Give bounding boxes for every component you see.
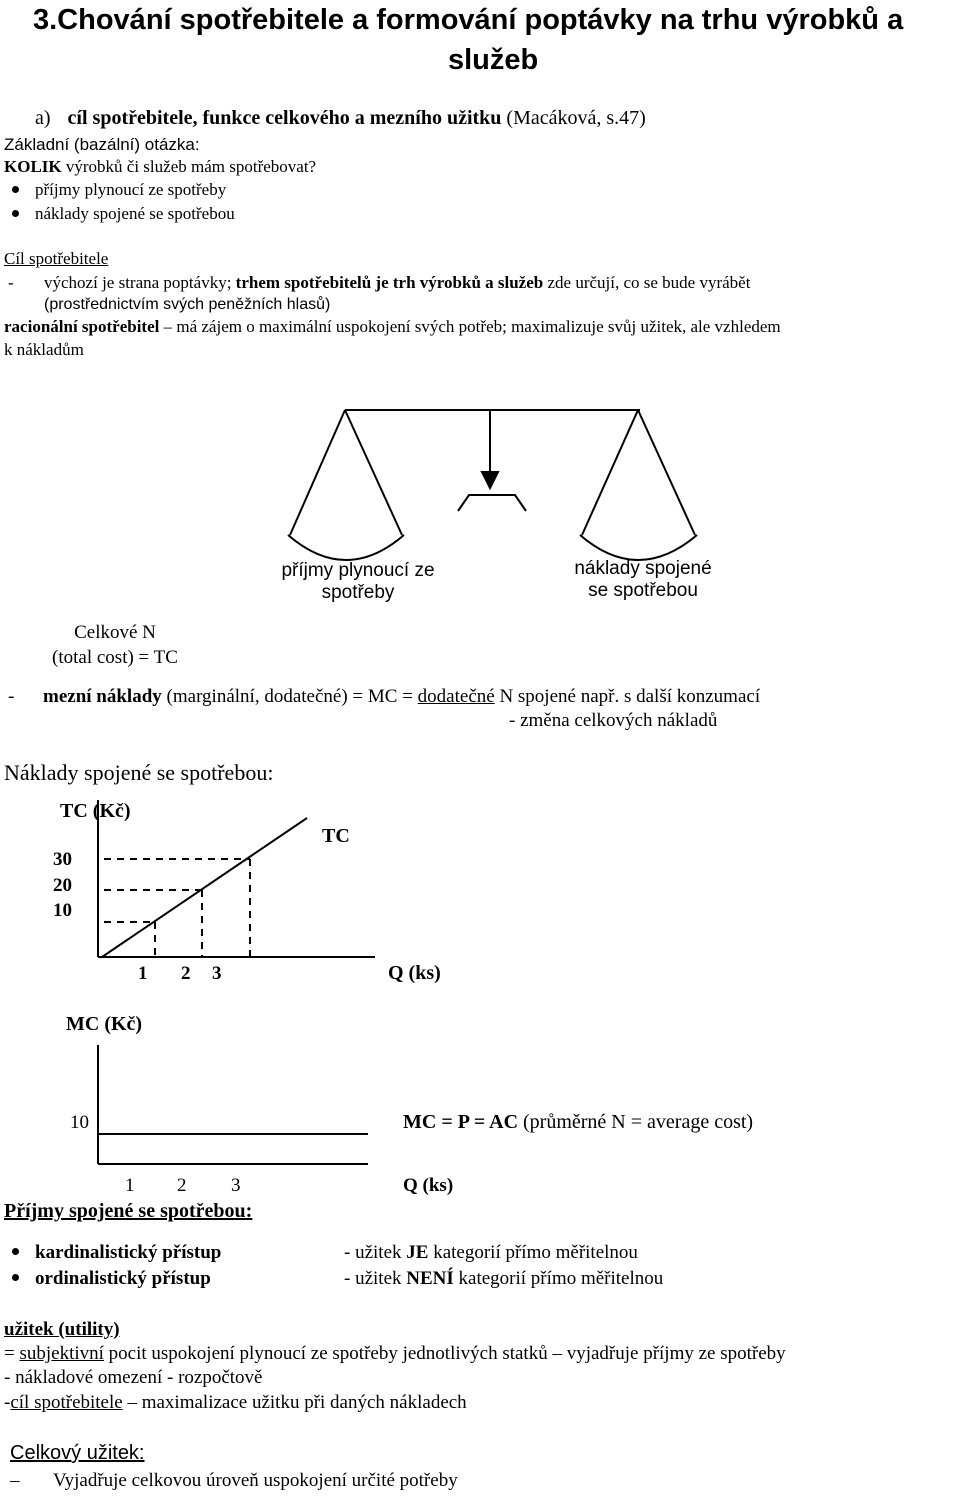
basic-question-label: Základní (bazální) otázka: bbox=[4, 135, 200, 154]
mc-x-tick: 2 bbox=[177, 1175, 187, 1196]
mc-x-tick: 1 bbox=[125, 1175, 135, 1196]
bullet-icon bbox=[12, 1248, 19, 1255]
marginal-cost-dash: - bbox=[8, 686, 15, 707]
consumer-goal-line1: výchozí je strana poptávky; trhem spotřebitelů je trh výrobků a služeb zde určují, co se bude vyrábět bbox=[44, 273, 751, 292]
section-a-reference: (Macáková, s.47) bbox=[506, 107, 646, 129]
total-utility-dash: – bbox=[10, 1470, 20, 1491]
mc-y-label: MC (Kč) bbox=[66, 1013, 143, 1035]
tc-line bbox=[102, 818, 307, 957]
costs-heading: Náklady spojené se spotřebou: bbox=[4, 760, 274, 785]
mc-x-tick: 3 bbox=[231, 1175, 241, 1196]
section-a-label: a) bbox=[35, 107, 51, 129]
marginal-cost-line: mezní náklady (marginální, dodatečné) = MC = dodatečné N spojené např. s další konzumací bbox=[43, 686, 761, 707]
utility-line3: -cíl spotřebitele – maximalizace užitku při daných nákladech bbox=[4, 1392, 467, 1413]
bullet-item: náklady spojené se spotřebou bbox=[12, 204, 235, 224]
utility-heading: užitek (utility) bbox=[4, 1319, 120, 1340]
page-title: 3.Chování spotřebitele a formování poptávky na trhu výrobků a bbox=[33, 4, 904, 36]
total-cost-label: Celkové N (total cost) = TC bbox=[52, 622, 178, 668]
tc-x-tick: 3 bbox=[212, 963, 222, 984]
mc-y-value: 10 bbox=[70, 1112, 89, 1133]
rational-consumer: racionální spotřebitel – má zájem o maximální uspokojení svých potřeb; maximalizuje svůj užitek, ale vzhledem bbox=[4, 317, 781, 336]
income-item: kardinalistický přístup bbox=[12, 1242, 221, 1264]
mc-x-label: Q (ks) bbox=[403, 1175, 454, 1196]
mc-line-label: MC = P = AC (průměrné N = average cost) bbox=[403, 1111, 754, 1133]
tc-y-tick: 10 bbox=[53, 900, 72, 921]
bullet-icon bbox=[12, 1274, 19, 1281]
tc-y-tick: 30 bbox=[53, 849, 72, 870]
tc-y-tick: 20 bbox=[53, 875, 72, 896]
tc-curve-label: TC bbox=[322, 825, 350, 847]
marginal-cost-line2: - změna celkových nákladů bbox=[509, 710, 718, 731]
utility-definition: = subjektivní pocit uspokojení plynoucí ze spotřeby jednotlivých statků – vyjadřuje příjmy ze spotřeby bbox=[4, 1343, 786, 1364]
income-item-desc: - užitek NENÍ kategorií přímo měřitelnou bbox=[344, 1268, 664, 1289]
consumer-goal-heading: Cíl spotřebitele bbox=[4, 249, 109, 268]
tc-x-tick: 2 bbox=[181, 963, 191, 984]
consumer-goal-line2: (prostřednictvím svých peněžních hlasů) bbox=[44, 296, 331, 313]
question-text: výrobků či služeb mám spotřebovat? bbox=[65, 157, 317, 176]
income-heading: Příjmy spojené se spotřebou: bbox=[4, 1200, 253, 1222]
page-title-line2: služeb bbox=[448, 44, 539, 76]
mc-chart bbox=[98, 1045, 368, 1164]
consumer-goal-dash: - bbox=[8, 273, 14, 292]
total-utility-heading: Celkový užitek: bbox=[10, 1442, 145, 1464]
income-item: ordinalistický přístup bbox=[12, 1268, 211, 1290]
income-item-desc: - užitek JE kategorií přímo měřitelnou bbox=[344, 1242, 638, 1263]
total-utility-text: Vyjadřuje celkovou úroveň uspokojení určité potřeby bbox=[53, 1470, 458, 1491]
section-a-title: cíl spotřebitele, funkce celkového a mezního užitku bbox=[67, 107, 502, 129]
kolik-word: KOLIK bbox=[4, 157, 62, 176]
rational-consumer-line2: k nákladům bbox=[4, 340, 84, 359]
scale-left-label: příjmy plynoucí ze spotřeby bbox=[281, 560, 435, 603]
tc-x-label: Q (ks) bbox=[388, 962, 441, 984]
tc-x-tick: 1 bbox=[138, 963, 148, 984]
tc-y-label: TC (Kč) bbox=[60, 800, 131, 822]
tc-chart bbox=[98, 800, 375, 957]
bullet-item: příjmy plynoucí ze spotřeby bbox=[12, 180, 226, 200]
scale-right-label: náklady spojené se spotřebou bbox=[574, 558, 712, 601]
utility-line2: - nákladové omezení - rozpočtově bbox=[4, 1367, 263, 1388]
balance-scale-icon bbox=[288, 410, 697, 560]
